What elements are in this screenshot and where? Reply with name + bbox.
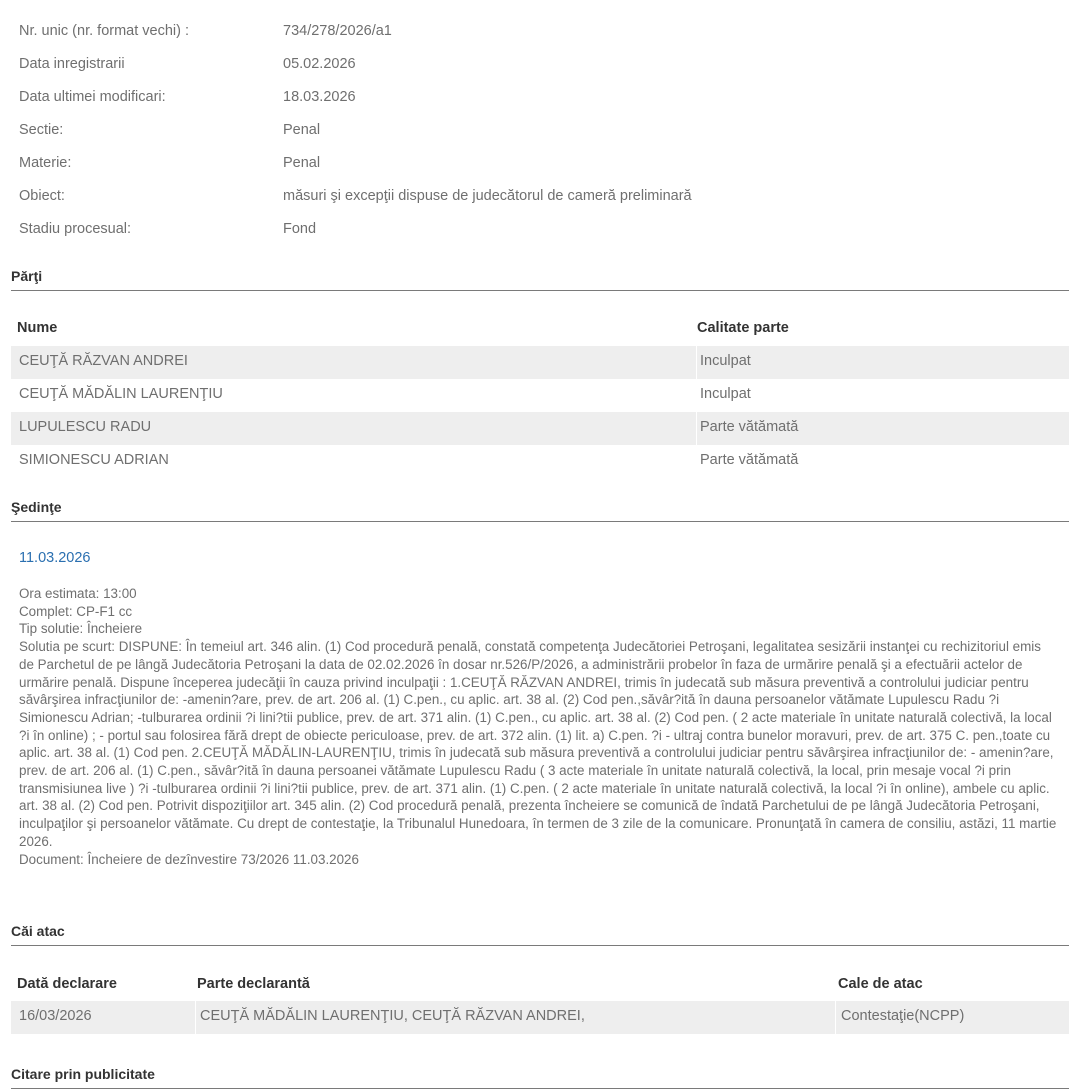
info-label-stadiu-procesual: Stadiu procesual: <box>19 221 132 237</box>
appeal-header-date: Dată declarare <box>17 976 117 992</box>
hearing-details <box>19 585 1059 868</box>
info-value-stadiu-procesual: Fond <box>283 221 317 237</box>
info-value-materie: Penal <box>283 155 321 171</box>
hearing-complet: Complet: CP-F1 cc <box>19 603 133 619</box>
party-role: Inculpat <box>700 353 751 369</box>
section-title-parti: Părţi <box>11 268 1069 291</box>
info-value-obiect: măsuri şi excepţii dispuse de judecătorul de cameră preliminară <box>283 188 692 204</box>
party-name: SIMIONESCU ADRIAN <box>19 452 169 468</box>
table-row <box>11 445 1069 478</box>
table-row <box>11 1001 1069 1034</box>
info-label-data-ultimei-modificari: Data ultimei modificari: <box>19 89 166 105</box>
table-row <box>11 346 1069 379</box>
cell-divider <box>835 1001 836 1034</box>
appeal-header-type: Cale de atac <box>838 976 923 992</box>
appeal-date: 16/03/2026 <box>19 1008 92 1024</box>
appeal-header-party: Parte declarantă <box>197 976 310 992</box>
party-role: Parte vătămată <box>700 452 799 468</box>
party-name: CEUŢĂ RĂZVAN ANDREI <box>19 353 188 369</box>
info-value-data-ultimei-modificari: 18.03.2026 <box>283 89 356 105</box>
appeal-type: Contestaţie(NCPP) <box>841 1008 965 1024</box>
hearing-solutie: Solutia pe scurt: DISPUNE: În temeiul art. 346 alin. (1) Cod procedură penală, constată competenţa Judecătoriei Petroşani, legalitatea sesizării instanţei cu rechizitoriul emis de Parchetul de pe lângă Judecătoria Petroşani la data de 02.02.2026 în dosar nr.526/P/2026, a administrării probelor în faza de urmărire penală şi a efectuării actelor de urmărire penală. Dispune începerea judecăţii în cauza privind inculpaţii : 1.CEUŢĂ RĂZVAN ANDREI, trimis în judecată sub măsura preventivă a controlului judiciar pentru săvârşirea infracţiunilor de: -amenin?are, prev. de art. 206 al. (1) C.pen., cu aplic. art. 38 al. (2) Cod pen.,săvâr?ită în dauna persoanelor vătămate Lupulescu Radu ?i Simionescu Adrian; -tulburarea ordinii ?i lini?tii publice, prev. de art. 371 alin. (1) C.pen., cu aplic. art. 38 al. (2) Cod pen. ( 2 acte materiale în unitate naturală colectivă, la local ?i în online) ; - portul sau folosirea fără drept de obiecte periculoase, prev. de art. 372 alin. (1) lit. a) C.pen. ?i - ultraj contra bunelor moravuri, prev. de art. 375 C. pen.,toate cu aplic. art. 38 al. (1) Cod pen. 2.CEUŢĂ MĂDĂLIN-LAURENŢIU, trimis în judecată sub măsura preventivă a controlului judiciar pentru săvârşirea infracţiunilor de: - amenin?are, prev. de art. 206 al. (1) C.pen., săvâr?ită în dauna persoanei vătămate Lupulescu Radu ( 3 acte materiale în unitate naturală colectivă, la local, prin mesaje vocal ?i prin transmisiunea live ) ?i -tulburarea ordinii ?i lini?tii publice, prev. de art. 371 alin. (1) C.pen. ( 2 acte materiale în unitate naturală colectivă, la local ?i în online), ambele cu aplic. art. 38 al. (2) Cod pen. Potrivit dispoziţiilor art. 345 alin. (2) Cod procedură penală, prezenta încheiere se comunică de îndată Parchetului de pe lângă Judecătoria Petroşani, inculpaţilor şi persoanelor vătămate. Cu drept de contestaţie, la Tribunalul Hunedoara, în termen de 3 zile de la comunicare. Pronunţată în camera de consiliu, astăzi, 11 martie 2026. <box>19 639 1057 849</box>
party-name: CEUŢĂ MĂDĂLIN LAURENŢIU <box>19 386 223 402</box>
hearing-ora: Ora estimata: 13:00 <box>19 586 137 601</box>
info-label-obiect: Obiect: <box>19 188 65 204</box>
section-title-sedinte: Şedinţe <box>11 499 1069 522</box>
hearing-document: Document: Încheiere de dezînvestire 73/2026 11.03.2026 <box>19 851 359 867</box>
info-label-materie: Materie: <box>19 155 72 171</box>
section-title-citare: Citare prin publicitate <box>11 1066 1069 1089</box>
party-role: Inculpat <box>700 386 751 402</box>
info-label-nr-unic: Nr. unic (nr. format vechi) : <box>19 23 190 39</box>
info-value-data-inregistrarii: 05.02.2026 <box>283 56 356 72</box>
info-label-data-inregistrarii: Data inregistrarii <box>19 56 125 72</box>
info-value-nr-unic: 734/278/2026/a1 <box>283 23 392 39</box>
table-row <box>11 412 1069 445</box>
info-label-sectie: Sectie: <box>19 122 64 138</box>
appeal-party: CEUŢĂ MĂDĂLIN LAURENŢIU, CEUŢĂ RĂZVAN ANDREI, <box>200 1008 585 1024</box>
parti-header-name: Nume <box>17 320 58 336</box>
cell-divider <box>696 412 697 445</box>
cell-divider <box>195 1001 196 1034</box>
cell-divider <box>696 346 697 379</box>
info-value-sectie: Penal <box>283 122 321 138</box>
party-name: LUPULESCU RADU <box>19 419 152 435</box>
table-row <box>11 379 1069 412</box>
hearing-tip-solutie: Tip solutie: Încheiere <box>19 621 143 637</box>
section-title-cai-atac: Căi atac <box>11 923 1069 946</box>
hearing-date-link[interactable]: 11.03.2026 <box>19 550 91 566</box>
parti-header-role: Calitate parte <box>697 320 789 336</box>
party-role: Parte vătămată <box>700 419 799 435</box>
